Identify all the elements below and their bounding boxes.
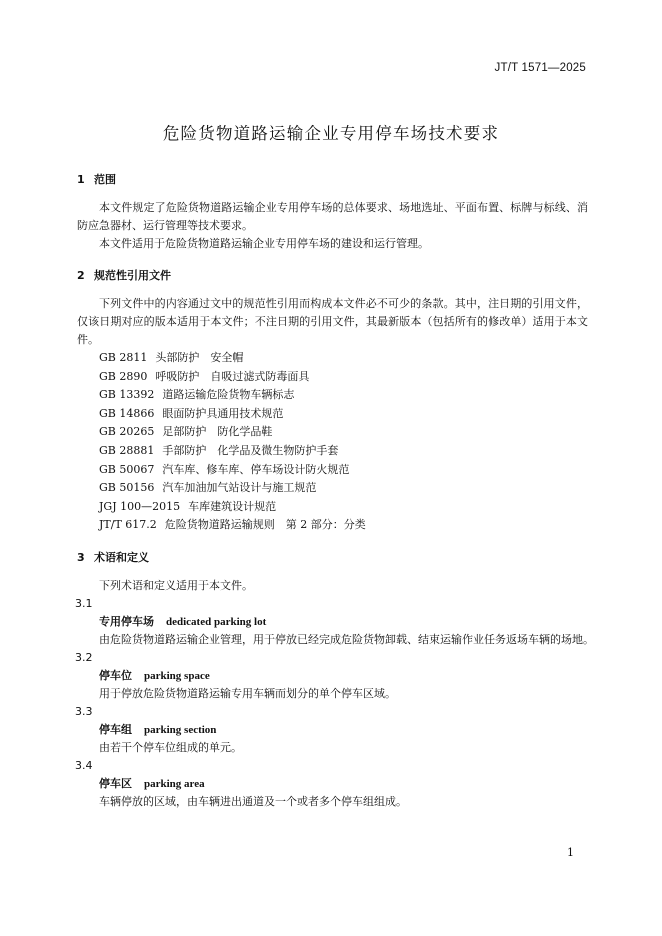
- document-title: 危险货物道路运输企业专用停车场技术要求: [162, 124, 500, 143]
- reference-code: JGJ 100—2015: [99, 499, 181, 513]
- term-name: [77, 721, 588, 739]
- term-name-en: parking area: [144, 777, 205, 790]
- reference-item: [77, 479, 588, 498]
- reference-title: 手部防护 化学品及微生物防护手套: [162, 443, 339, 457]
- term-name-zh: 停车组: [99, 722, 132, 736]
- term-name: [77, 775, 588, 793]
- reference-item: [77, 423, 588, 442]
- reference-code: GB 28881: [99, 443, 155, 457]
- reference-title: 足部防护 防化学品鞋: [162, 425, 273, 439]
- normative-references-intro: 下列文件中的内容通过文中的规范性引用而构成本文件必不可少的条款。其中，注日期的引用文件，仅该日期对应的版本适用于本文件；不注日期的引用文件，其最新版本（包括所有的修改单）适用于本文件。: [77, 297, 588, 346]
- reference-item: [77, 368, 588, 387]
- reference-code: GB 50156: [99, 481, 155, 495]
- section-heading-terms-and-definitions: [77, 549, 588, 567]
- term-number: 3.1: [75, 596, 93, 610]
- reference-code: GB 2811: [99, 351, 148, 364]
- standard-code: JT/T 1571—2025: [494, 62, 586, 74]
- reference-item: [77, 442, 588, 461]
- term-name-zh: 专用停车场: [99, 614, 154, 628]
- reference-item: [77, 386, 588, 405]
- reference-code: GB 2890: [99, 369, 148, 383]
- scope-paragraph: 本文件规定了危险货物道路运输企业专用停车场的总体要求、场地选址、平面布置、标牌与标线、消防应急器材、运行管理等技术要求。: [77, 201, 588, 232]
- term-name-en: dedicated parking lot: [166, 615, 267, 628]
- term-number: 3.2: [75, 650, 93, 664]
- section-heading-normative-references: [77, 267, 588, 285]
- section-title: 范围: [94, 173, 116, 186]
- reference-code: GB 20265: [99, 425, 155, 439]
- reference-code: JT/T 617.2: [99, 518, 157, 532]
- reference-title: 道路运输危险货物车辆标志: [162, 388, 295, 402]
- term-name: [77, 667, 588, 685]
- term-name-zh: 停车位: [99, 668, 132, 682]
- term-entry: [75, 595, 594, 649]
- reference-item: [77, 405, 588, 424]
- term-name-zh: 停车区: [99, 776, 132, 790]
- reference-code: GB 14866: [99, 406, 155, 420]
- term-entry: [77, 703, 588, 757]
- term-name: [77, 613, 588, 631]
- reference-code: GB 50067: [99, 462, 155, 476]
- reference-title: 车库建筑设计规范: [188, 499, 277, 513]
- page-number: 1: [567, 846, 574, 859]
- reference-item: [77, 461, 588, 480]
- section-title: 规范性引用文件: [94, 269, 171, 282]
- reference-code: GB 13392: [99, 388, 155, 402]
- reference-title: 汽车库、修车库、停车场设计防火规范: [162, 462, 350, 476]
- term-number: 3.3: [75, 704, 93, 718]
- section-title: 术语和定义: [94, 550, 149, 564]
- reference-title: 头部防护 安全帽: [155, 351, 244, 364]
- term-name-en: parking space: [144, 669, 210, 682]
- term-definition: 车辆停放的区域，由车辆进出通道及一个或者多个停车组组成。: [99, 794, 407, 808]
- term-definition: 用于停放危险货物道路运输专用车辆而划分的单个停车区域。: [99, 686, 396, 700]
- scope-paragraph: 本文件适用于危险货物道路运输企业专用停车场的建设和运行管理。: [99, 237, 429, 250]
- reference-item: [77, 498, 588, 517]
- reference-title: 危险货物道路运输规则 第 2 部分：分类: [164, 518, 366, 532]
- reference-list: [77, 349, 588, 535]
- term-number: 3.4: [75, 758, 93, 772]
- terms-intro: 下列术语和定义适用于本文件。: [99, 578, 253, 592]
- term-definition: 由若干个停车位组成的单元。: [99, 740, 242, 754]
- section-heading-scope: [77, 171, 588, 189]
- term-entry: [77, 649, 588, 703]
- reference-title: 眼面防护具通用技术规范: [162, 406, 284, 420]
- section-number: 3: [77, 550, 85, 564]
- section-number: 1: [77, 173, 85, 186]
- reference-item: [77, 516, 588, 535]
- reference-title: 呼吸防护 自吸过滤式防毒面具: [155, 369, 310, 383]
- term-entry: [77, 757, 588, 811]
- section-number: 2: [77, 269, 85, 282]
- term-name-en: parking section: [144, 723, 217, 736]
- document-body: [75, 163, 594, 811]
- reference-item: [77, 349, 588, 368]
- reference-title: 汽车加油加气站设计与施工规范: [162, 481, 317, 495]
- term-definition: 由危险货物道路运输企业管理，用于停放已经完成危险货物卸载、结束运输作业任务返场车辆的场地。: [99, 632, 594, 646]
